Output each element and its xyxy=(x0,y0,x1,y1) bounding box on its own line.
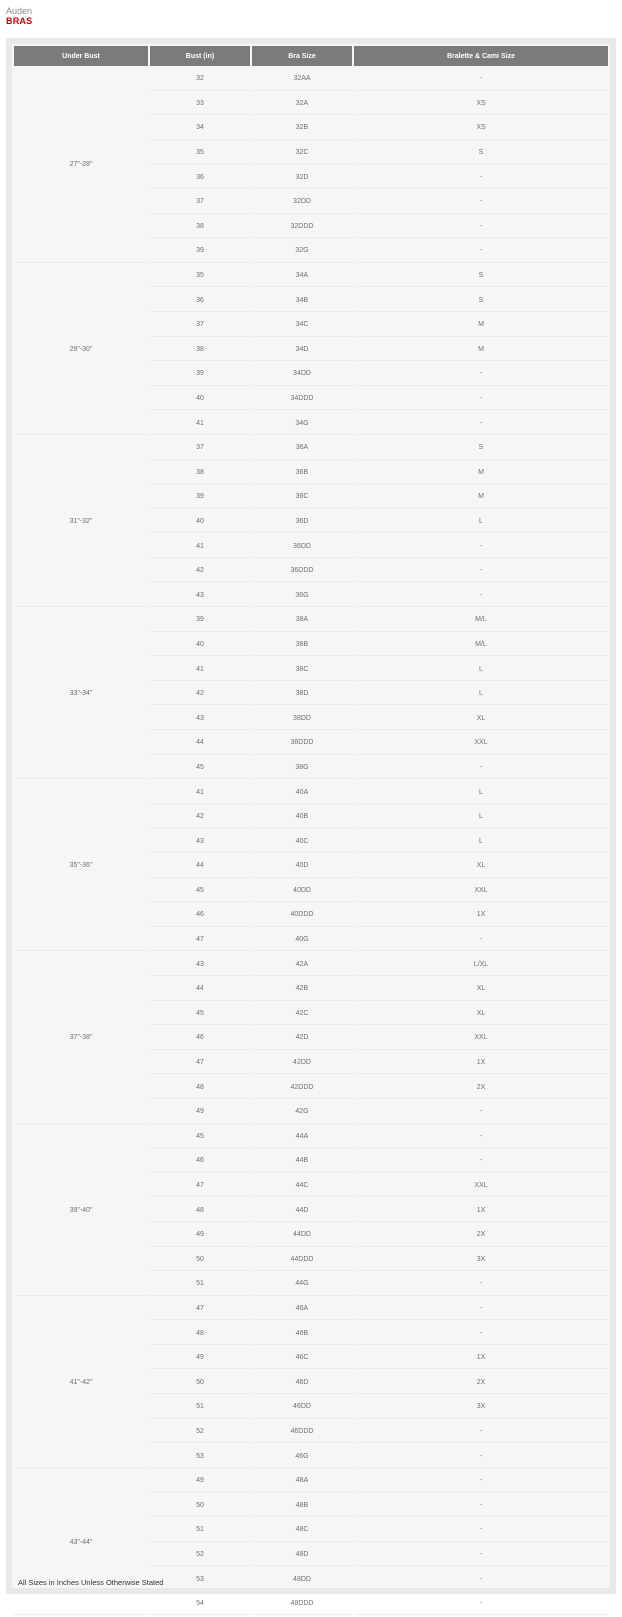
bralette-size-cell: L xyxy=(354,781,608,804)
bralette-size-cell: - xyxy=(354,1544,608,1567)
bust-cell: 46 xyxy=(150,1027,250,1050)
bust-cell: 43 xyxy=(150,953,250,976)
bra-size-cell: 34DD xyxy=(252,363,352,386)
bust-cell: 34 xyxy=(150,117,250,140)
bust-cell: 45 xyxy=(150,880,250,903)
bralette-size-cell: - xyxy=(354,240,608,263)
bust-cell: 50 xyxy=(150,1249,250,1272)
bra-size-cell: 40DD xyxy=(252,880,352,903)
bralette-size-cell: S xyxy=(354,142,608,165)
bra-size-cell: 44DD xyxy=(252,1224,352,1247)
bralette-size-cell: - xyxy=(354,535,608,558)
bralette-size-cell: 1X xyxy=(354,1347,608,1370)
header-bralette-size: Bralette & Cami Size xyxy=(354,46,608,66)
bralette-size-cell: XL xyxy=(354,707,608,730)
under-bust-cell: 39"-40" xyxy=(14,1126,148,1296)
bra-size-cell: 40D xyxy=(252,855,352,878)
bra-size-cell: 42DDD xyxy=(252,1076,352,1099)
table-row xyxy=(14,1470,608,1493)
bra-size-cell: 48DD xyxy=(252,1568,352,1591)
bralette-size-cell: L xyxy=(354,830,608,853)
bra-size-cell: 40DDD xyxy=(252,904,352,927)
bust-cell: 48 xyxy=(150,1199,250,1222)
bra-size-cell: 42C xyxy=(252,1003,352,1026)
bust-cell: 49 xyxy=(150,1470,250,1493)
bra-size-cell: 46DD xyxy=(252,1396,352,1419)
bralette-size-cell: L xyxy=(354,658,608,681)
bra-size-cell: 36A xyxy=(252,437,352,460)
bralette-size-cell: - xyxy=(354,560,608,583)
bra-size-cell: 38G xyxy=(252,757,352,780)
bralette-size-cell: L/XL xyxy=(354,953,608,976)
bralette-size-cell: 1X xyxy=(354,1052,608,1075)
footer-note: All Sizes in Inches Unless Otherwise Stated xyxy=(18,1578,164,1587)
bralette-size-cell: L xyxy=(354,806,608,829)
size-chart-table xyxy=(12,44,610,1617)
bust-cell: 37 xyxy=(150,191,250,214)
bra-size-cell: 42DD xyxy=(252,1052,352,1075)
bra-size-cell: 44A xyxy=(252,1126,352,1149)
bra-size-cell: 38A xyxy=(252,609,352,632)
table-body xyxy=(14,68,608,1615)
bra-size-cell: 32C xyxy=(252,142,352,165)
table-row xyxy=(14,265,608,288)
bralette-size-cell: - xyxy=(354,1568,608,1591)
bralette-size-cell: L xyxy=(354,511,608,534)
bralette-size-cell: - xyxy=(354,191,608,214)
bust-cell: 52 xyxy=(150,1421,250,1444)
bra-size-cell: 32DD xyxy=(252,191,352,214)
bra-size-cell: 36B xyxy=(252,462,352,485)
bra-size-cell: 46G xyxy=(252,1445,352,1468)
brand-name: Auden xyxy=(6,6,33,16)
bust-cell: 49 xyxy=(150,1224,250,1247)
bra-size-cell: 32D xyxy=(252,166,352,189)
bust-cell: 38 xyxy=(150,216,250,239)
bra-size-cell: 44B xyxy=(252,1150,352,1173)
bra-size-cell: 44G xyxy=(252,1273,352,1296)
bust-cell: 45 xyxy=(150,1126,250,1149)
bra-size-cell: 46B xyxy=(252,1322,352,1345)
bralette-size-cell: - xyxy=(354,1470,608,1493)
bralette-size-cell: - xyxy=(354,1150,608,1173)
bust-cell: 39 xyxy=(150,609,250,632)
bralette-size-cell: - xyxy=(354,1322,608,1345)
bust-cell: 47 xyxy=(150,1298,250,1321)
bralette-size-cell: - xyxy=(354,388,608,411)
bust-cell: 53 xyxy=(150,1445,250,1468)
bra-size-cell: 44DDD xyxy=(252,1249,352,1272)
bralette-size-cell: - xyxy=(354,68,608,91)
bust-cell: 41 xyxy=(150,412,250,435)
bralette-size-cell: - xyxy=(354,1421,608,1444)
under-bust-cell: 35"-36" xyxy=(14,781,148,951)
bust-cell: 36 xyxy=(150,289,250,312)
bralette-size-cell: S xyxy=(354,437,608,460)
bust-cell: 32 xyxy=(150,68,250,91)
bust-cell: 43 xyxy=(150,830,250,853)
bralette-size-cell: - xyxy=(354,1519,608,1542)
bra-size-cell: 32G xyxy=(252,240,352,263)
bust-cell: 42 xyxy=(150,806,250,829)
bust-cell: 42 xyxy=(150,560,250,583)
bust-cell: 45 xyxy=(150,1003,250,1026)
bralette-size-cell: XS xyxy=(354,93,608,116)
under-bust-cell: 43"-44" xyxy=(14,1470,148,1616)
bust-cell: 45 xyxy=(150,757,250,780)
bust-cell: 41 xyxy=(150,535,250,558)
bra-size-cell: 46D xyxy=(252,1371,352,1394)
bust-cell: 33 xyxy=(150,93,250,116)
bralette-size-cell: - xyxy=(354,1101,608,1124)
bralette-size-cell: 3X xyxy=(354,1396,608,1419)
bra-size-cell: 34G xyxy=(252,412,352,435)
bra-size-cell: 48DDD xyxy=(252,1593,352,1616)
bra-size-cell: 34DDD xyxy=(252,388,352,411)
bralette-size-cell: - xyxy=(354,1445,608,1468)
bra-size-cell: 48C xyxy=(252,1519,352,1542)
bust-cell: 48 xyxy=(150,1322,250,1345)
bra-size-cell: 32DDD xyxy=(252,216,352,239)
table-row xyxy=(14,609,608,632)
bra-size-cell: 40A xyxy=(252,781,352,804)
bra-size-cell: 36DDD xyxy=(252,560,352,583)
table-row xyxy=(14,1298,608,1321)
bra-size-cell: 36G xyxy=(252,584,352,607)
header-bra-size: Bra Size xyxy=(252,46,352,66)
under-bust-cell: 33"-34" xyxy=(14,609,148,779)
table-row xyxy=(14,953,608,976)
bra-size-cell: 38DDD xyxy=(252,732,352,755)
under-bust-cell: 31"-32" xyxy=(14,437,148,607)
bra-size-cell: 48D xyxy=(252,1544,352,1567)
bralette-size-cell: S xyxy=(354,265,608,288)
bralette-size-cell: - xyxy=(354,363,608,386)
bra-size-cell: 42A xyxy=(252,953,352,976)
bralette-size-cell: XXL xyxy=(354,1027,608,1050)
under-bust-cell: 29"-30" xyxy=(14,265,148,435)
bralette-size-cell: 3X xyxy=(354,1249,608,1272)
bust-cell: 37 xyxy=(150,437,250,460)
bust-cell: 51 xyxy=(150,1519,250,1542)
bralette-size-cell: XXL xyxy=(354,880,608,903)
bra-size-cell: 42B xyxy=(252,978,352,1001)
bralette-size-cell: M xyxy=(354,339,608,362)
bralette-size-cell: XS xyxy=(354,117,608,140)
bra-size-cell: 40C xyxy=(252,830,352,853)
bust-cell: 44 xyxy=(150,855,250,878)
under-bust-cell: 37"-38" xyxy=(14,953,148,1123)
bralette-size-cell: - xyxy=(354,757,608,780)
bralette-size-cell: M/L xyxy=(354,634,608,657)
bust-cell: 39 xyxy=(150,240,250,263)
bra-size-cell: 32A xyxy=(252,93,352,116)
bra-size-cell: 38DD xyxy=(252,707,352,730)
bra-size-cell: 40B xyxy=(252,806,352,829)
bralette-size-cell: XL xyxy=(354,855,608,878)
bralette-size-cell: - xyxy=(354,929,608,952)
table-row xyxy=(14,68,608,91)
bust-cell: 41 xyxy=(150,781,250,804)
bust-cell: 44 xyxy=(150,732,250,755)
bra-size-cell: 32AA xyxy=(252,68,352,91)
bra-size-cell: 36C xyxy=(252,486,352,509)
bust-cell: 40 xyxy=(150,511,250,534)
size-chart-panel xyxy=(6,38,616,1608)
bust-cell: 41 xyxy=(150,658,250,681)
bralette-size-cell: - xyxy=(354,1298,608,1321)
bust-cell: 49 xyxy=(150,1101,250,1124)
bust-cell: 38 xyxy=(150,462,250,485)
header-bust: Bust (in) xyxy=(150,46,250,66)
bra-size-cell: 42G xyxy=(252,1101,352,1124)
bra-size-cell: 46C xyxy=(252,1347,352,1370)
size-chart-inner xyxy=(12,44,610,1608)
bust-cell: 51 xyxy=(150,1396,250,1419)
bra-size-cell: 48A xyxy=(252,1470,352,1493)
bra-size-cell: 34A xyxy=(252,265,352,288)
bust-cell: 39 xyxy=(150,486,250,509)
bra-size-cell: 44D xyxy=(252,1199,352,1222)
bralette-size-cell: 2X xyxy=(354,1371,608,1394)
under-bust-cell: 27"-28" xyxy=(14,68,148,263)
bust-cell: 53 xyxy=(150,1568,250,1591)
bust-cell: 44 xyxy=(150,978,250,1001)
bra-size-cell: 46DDD xyxy=(252,1421,352,1444)
bust-cell: 35 xyxy=(150,265,250,288)
bust-cell: 54 xyxy=(150,1593,250,1616)
table-row xyxy=(14,781,608,804)
bralette-size-cell: - xyxy=(354,1593,608,1616)
bra-size-cell: 44C xyxy=(252,1175,352,1198)
bust-cell: 40 xyxy=(150,388,250,411)
bralette-size-cell: L xyxy=(354,683,608,706)
table-row xyxy=(14,437,608,460)
bralette-size-cell: 1X xyxy=(354,904,608,927)
bralette-size-cell: - xyxy=(354,1494,608,1517)
bralette-size-cell: - xyxy=(354,216,608,239)
bust-cell: 43 xyxy=(150,584,250,607)
bust-cell: 42 xyxy=(150,683,250,706)
bust-cell: 49 xyxy=(150,1347,250,1370)
bra-size-cell: 40G xyxy=(252,929,352,952)
bra-size-cell: 34C xyxy=(252,314,352,337)
bralette-size-cell: M/L xyxy=(354,609,608,632)
bra-size-cell: 42D xyxy=(252,1027,352,1050)
bust-cell: 37 xyxy=(150,314,250,337)
bust-cell: 48 xyxy=(150,1076,250,1099)
bralette-size-cell: M xyxy=(354,486,608,509)
bralette-size-cell: - xyxy=(354,1126,608,1149)
bralette-size-cell: XL xyxy=(354,978,608,1001)
bralette-size-cell: - xyxy=(354,412,608,435)
bust-cell: 47 xyxy=(150,1052,250,1075)
under-bust-cell: 41"-42" xyxy=(14,1298,148,1468)
bralette-size-cell: - xyxy=(354,584,608,607)
bralette-size-cell: - xyxy=(354,166,608,189)
bust-cell: 47 xyxy=(150,1175,250,1198)
bralette-size-cell: 1X xyxy=(354,1199,608,1222)
bust-cell: 47 xyxy=(150,929,250,952)
bust-cell: 36 xyxy=(150,166,250,189)
section-title: BRAS xyxy=(6,16,33,26)
bust-cell: 38 xyxy=(150,339,250,362)
bralette-size-cell: 2X xyxy=(354,1224,608,1247)
bust-cell: 40 xyxy=(150,634,250,657)
bust-cell: 50 xyxy=(150,1494,250,1517)
bra-size-cell: 38B xyxy=(252,634,352,657)
bust-cell: 50 xyxy=(150,1371,250,1394)
bralette-size-cell: 2X xyxy=(354,1076,608,1099)
header-under-bust: Under Bust xyxy=(14,46,148,66)
bust-cell: 46 xyxy=(150,904,250,927)
bralette-size-cell: XL xyxy=(354,1003,608,1026)
bra-size-cell: 34B xyxy=(252,289,352,312)
bra-size-cell: 48B xyxy=(252,1494,352,1517)
bralette-size-cell: M xyxy=(354,462,608,485)
bra-size-cell: 38D xyxy=(252,683,352,706)
bra-size-cell: 34D xyxy=(252,339,352,362)
bust-cell: 52 xyxy=(150,1544,250,1567)
bust-cell: 39 xyxy=(150,363,250,386)
bra-size-cell: 32B xyxy=(252,117,352,140)
table-header-row xyxy=(14,46,608,66)
bralette-size-cell: - xyxy=(354,1273,608,1296)
bust-cell: 51 xyxy=(150,1273,250,1296)
bralette-size-cell: XXL xyxy=(354,732,608,755)
bralette-size-cell: XXL xyxy=(354,1175,608,1198)
bust-cell: 46 xyxy=(150,1150,250,1173)
bra-size-cell: 36D xyxy=(252,511,352,534)
bra-size-cell: 38C xyxy=(252,658,352,681)
bra-size-cell: 36DD xyxy=(252,535,352,558)
bust-cell: 43 xyxy=(150,707,250,730)
bra-size-cell: 46A xyxy=(252,1298,352,1321)
bralette-size-cell: M xyxy=(354,314,608,337)
bralette-size-cell: S xyxy=(354,289,608,312)
bust-cell: 35 xyxy=(150,142,250,165)
table-row xyxy=(14,1126,608,1149)
